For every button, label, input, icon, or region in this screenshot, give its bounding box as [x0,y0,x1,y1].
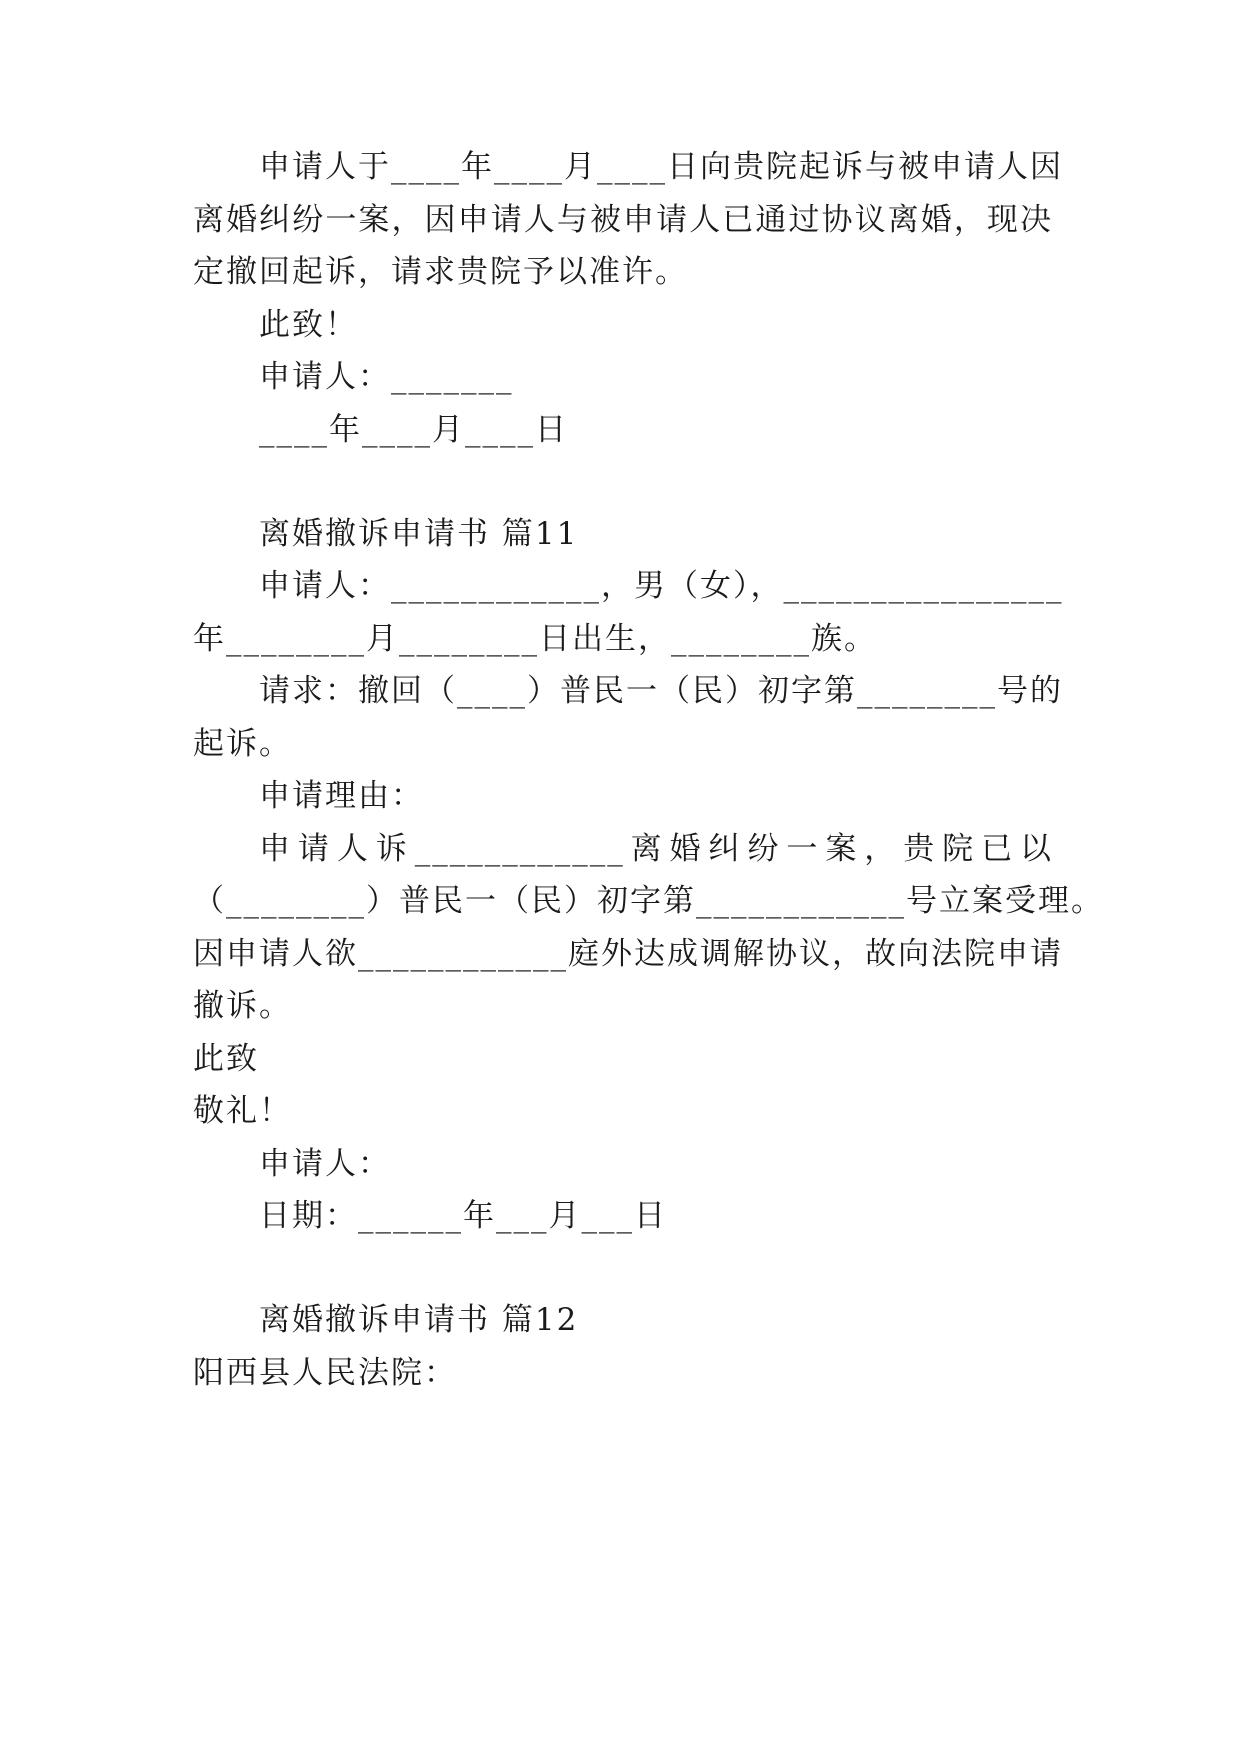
applicant-signature-line: 申请人： [259,1146,391,1182]
paragraph-line: 申请人诉____________离婚纠纷一案，贵院已以 [259,831,1053,867]
section-heading: 离婚撤诉申请书 篇11 [259,516,579,552]
paragraph-line: 申请人于____年____月____日向贵院起诉与被申请人因 [259,149,1063,185]
date-line: 日期：______年___月___日 [259,1198,667,1234]
reason-label: 申请理由： [259,778,424,814]
court-address-line: 阳西县人民法院： [193,1355,457,1391]
applicant-signature-line: 申请人：_______ [259,359,514,395]
closing-salutation: 此致！ [259,307,358,343]
paragraph-line: 撤诉。 [193,988,292,1024]
paragraph-line: 起诉。 [193,726,292,762]
paragraph-line: 定撤回起诉，请求贵院予以准许。 [193,254,688,290]
paragraph-line: 年________月________日出生，________族。 [193,621,877,657]
paragraph-line: （________）普民一（民）初字第____________号立案受理。 [193,883,1104,919]
closing-regards: 敬礼！ [193,1093,292,1129]
paragraph-line: 请求：撤回（____）普民一（民）初字第________号的 [259,673,1063,709]
closing-salutation: 此致 [193,1041,259,1077]
paragraph-line: 申请人：____________，男（女），________________ [259,568,1064,604]
date-line: ____年____月____日 [259,412,568,448]
paragraph-line: 因申请人欲____________庭外达成调解协议，故向法院申请 [193,936,1063,972]
paragraph-line: 离婚纠纷一案，因申请人与被申请人已通过协议离婚，现决 [193,202,1053,238]
section-heading: 离婚撤诉申请书 篇12 [259,1302,579,1338]
